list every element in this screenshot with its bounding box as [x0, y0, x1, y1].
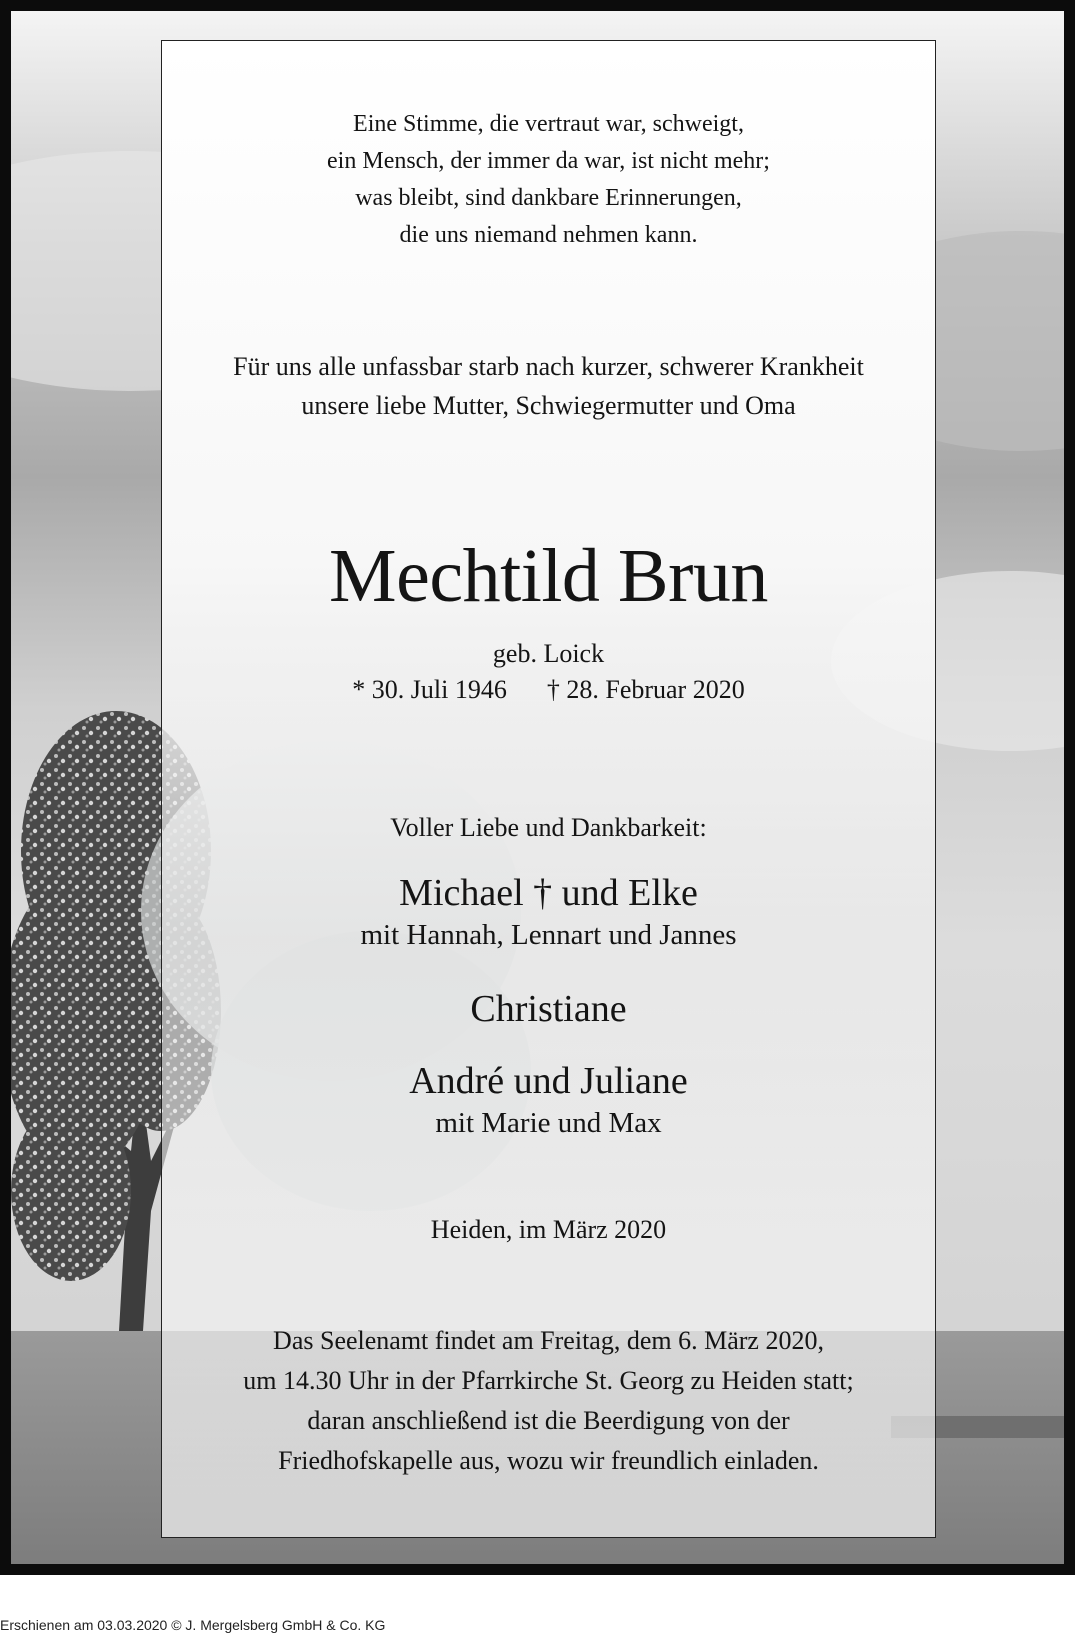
deceased-name: Mechtild Brun: [329, 534, 768, 618]
poem-verse: [162, 106, 935, 254]
family-member-sub: mit Marie und Max: [435, 1107, 662, 1139]
death-date: † 28. Februar 2020: [546, 675, 745, 704]
announcement-line: Für uns alle unfassbar starb nach kurzer, schwerer Krankheit: [233, 352, 864, 381]
service-info: [162, 1321, 935, 1481]
maiden-name: geb. Loick: [492, 639, 605, 668]
life-dates: [162, 673, 935, 707]
notice-panel: [161, 40, 936, 1538]
family-member-main: Christiane: [470, 988, 627, 1030]
poem-line: die uns niemand nehmen kann.: [399, 222, 698, 248]
poem-line: was bleibt, sind dankbare Erinnerungen,: [355, 185, 742, 211]
publication-footer: Erschienen am 03.03.2020 © J. Mergelsberg GmbH & Co. KG: [0, 1617, 386, 1633]
service-line: daran anschließend ist die Beerdigung von der: [307, 1406, 790, 1435]
family-member-main: Michael † und Elke: [399, 872, 698, 914]
birth-date: * 30. Juli 1946: [352, 675, 507, 704]
announcement-line: unsere liebe Mutter, Schwiegermutter und Oma: [301, 391, 796, 420]
thanks-line: Voller Liebe und Dankbarkeit:: [390, 813, 707, 842]
place-date: Heiden, im März 2020: [430, 1215, 667, 1244]
service-line: Das Seelenamt findet am Freitag, dem 6. März 2020,: [273, 1326, 824, 1355]
family-member-sub: mit Hannah, Lennart und Jannes: [360, 919, 737, 951]
service-line: Friedhofskapelle aus, wozu wir freundlich einladen.: [278, 1446, 819, 1475]
poem-line: ein Mensch, der immer da war, ist nicht mehr;: [327, 148, 770, 174]
death-announcement: [162, 347, 935, 425]
service-line: um 14.30 Uhr in der Pfarrkirche St. Georg zu Heiden statt;: [243, 1366, 854, 1395]
poem-line: Eine Stimme, die vertraut war, schweigt,: [353, 111, 744, 137]
family-member-main: André und Juliane: [409, 1060, 688, 1102]
